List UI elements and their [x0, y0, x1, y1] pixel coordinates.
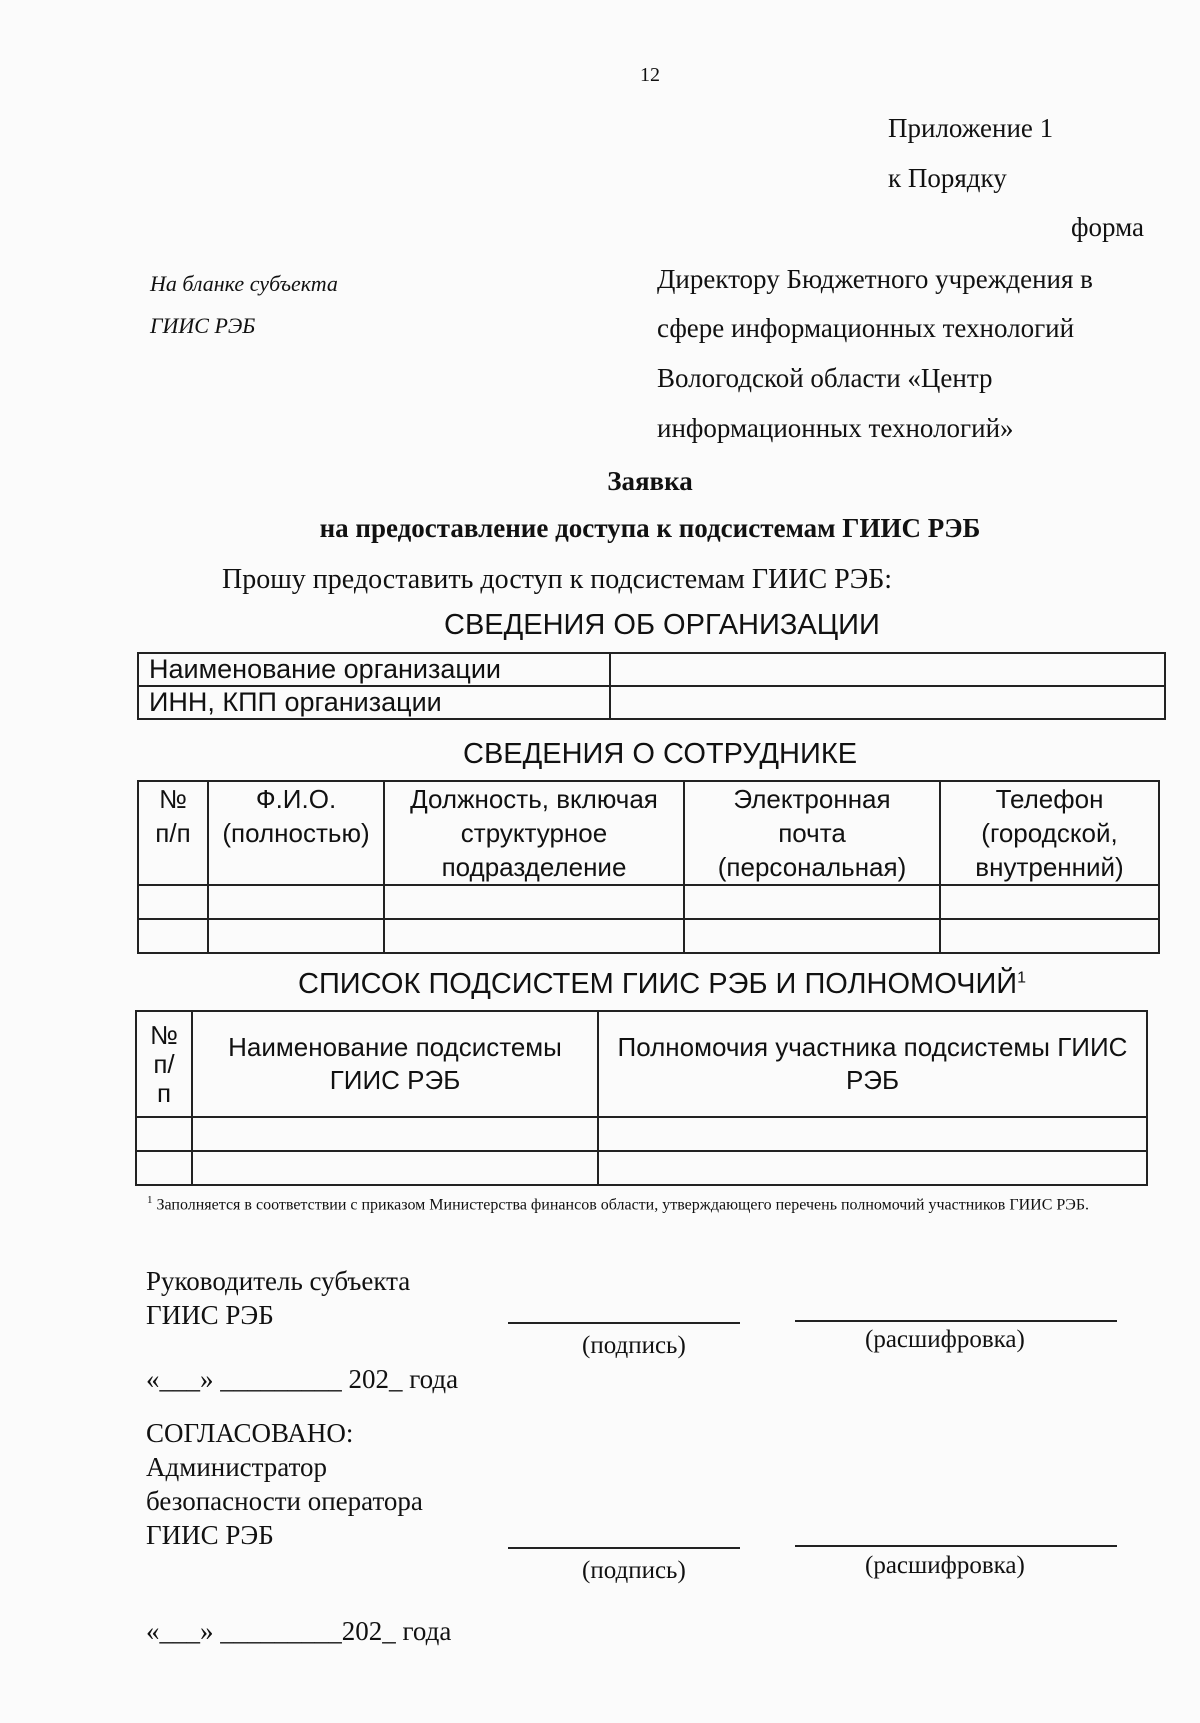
org-inn-label: ИНН, КПП организации — [138, 686, 610, 719]
column-email-header: Электронная почта (персональная) — [684, 781, 940, 885]
organization-heading: СВЕДЕНИЯ ОБ ОРГАНИЗАЦИИ — [444, 609, 880, 641]
table-row — [136, 1151, 1147, 1185]
org-name-label: Наименование организации — [138, 653, 610, 686]
column-fio-header: Ф.И.О. (полностью) — [208, 781, 384, 885]
employee-cell[interactable] — [684, 919, 940, 953]
footnote-mark: 1 — [147, 1194, 153, 1206]
document-subtitle: на предоставление доступа к подсистемам ГИИС РЭБ — [319, 513, 981, 543]
subsystem-cell[interactable] — [136, 1117, 192, 1151]
signature-line[interactable] — [508, 1547, 740, 1549]
signature-caption: (подпись) — [582, 1557, 686, 1584]
form-label: форма — [1071, 212, 1144, 242]
blank-note-line2: ГИИС РЭБ — [150, 313, 256, 338]
decode-caption: (расшифровка) — [865, 1326, 1025, 1353]
employee-heading: СВЕДЕНИЯ О СОТРУДНИКЕ — [463, 738, 858, 770]
footnote-text: Заполняется в соответствии с приказом Министерства финансов области, утверждающего перечень полномочий участников ГИИС РЭБ. — [152, 1196, 1090, 1214]
addressee-line1: Директору Бюджетного учреждения в — [657, 264, 1093, 294]
subsystem-cell[interactable] — [598, 1117, 1147, 1151]
subsystem-cell[interactable] — [136, 1151, 192, 1185]
org-name-value[interactable] — [610, 653, 1165, 686]
table-row — [138, 919, 1159, 953]
request-text: Прошу предоставить доступ к подсистемам ГИИС РЭБ: — [222, 564, 893, 595]
signatory-title — [146, 1264, 566, 1332]
column-permissions-header: Полномочия участника подсистемы ГИИС РЭБ — [598, 1011, 1147, 1117]
agreed-label: СОГЛАСОВАНО: — [146, 1418, 354, 1448]
employee-cell[interactable] — [940, 919, 1159, 953]
column-number-header: № п/ п — [136, 1011, 192, 1117]
employee-cell[interactable] — [384, 885, 684, 919]
table-row — [138, 885, 1159, 919]
date-field[interactable]: «___» _________202_ года — [146, 1616, 452, 1646]
administrator-line3: ГИИС РЭБ — [146, 1520, 274, 1550]
page-number: 12 — [640, 64, 660, 86]
employee-cell[interactable] — [940, 885, 1159, 919]
appendix-label: Приложение 1 — [888, 113, 1054, 143]
footnote — [147, 1187, 1147, 1218]
signatory-line2: ГИИС РЭБ — [146, 1300, 274, 1330]
signature-line[interactable] — [508, 1322, 740, 1324]
subsystems-heading-text: СПИСОК ПОДСИСТЕМ ГИИС РЭБ И ПОЛНОМОЧИЙ — [298, 968, 1018, 1000]
employee-cell[interactable] — [138, 885, 208, 919]
table-row — [136, 1117, 1147, 1151]
blank-note-line1: На бланке субъекта — [150, 271, 338, 296]
column-number-header: № п/п — [138, 781, 208, 885]
employee-cell[interactable] — [684, 885, 940, 919]
decode-line[interactable] — [795, 1545, 1117, 1547]
employee-table — [137, 780, 1160, 954]
table-row — [138, 653, 1165, 686]
subsystem-cell[interactable] — [192, 1151, 598, 1185]
subsystems-heading — [298, 968, 1026, 1001]
employee-cell[interactable] — [384, 919, 684, 953]
decode-caption: (расшифровка) — [865, 1552, 1025, 1579]
signature-caption: (подпись) — [582, 1332, 686, 1359]
order-reference: к Порядку — [888, 163, 1007, 193]
addressee-line2: сфере информационных технологий — [657, 313, 1075, 343]
table-header-row — [138, 781, 1159, 885]
table-row — [138, 686, 1165, 719]
agreed-block — [146, 1416, 566, 1552]
employee-cell[interactable] — [138, 919, 208, 953]
column-phone-header: Телефон (городской, внутренний) — [940, 781, 1159, 885]
subsystem-cell[interactable] — [192, 1117, 598, 1151]
org-inn-value[interactable] — [610, 686, 1165, 719]
column-position-header: Должность, включая структурное подразделение — [384, 781, 684, 885]
footnote-reference: 1 — [1017, 969, 1027, 987]
date-field[interactable]: «___» _________ 202_ года — [146, 1364, 459, 1394]
column-subsystem-header: Наименование подсистемы ГИИС РЭБ — [192, 1011, 598, 1117]
administrator-line2: безопасности оператора — [146, 1486, 423, 1516]
employee-cell[interactable] — [208, 885, 384, 919]
organization-table — [137, 652, 1166, 720]
signatory-line1: Руководитель субъекта — [146, 1266, 411, 1296]
table-header-row — [136, 1011, 1147, 1117]
document-title: Заявка — [607, 466, 693, 496]
administrator-line1: Администратор — [146, 1452, 328, 1482]
subsystems-table — [135, 1010, 1148, 1186]
employee-cell[interactable] — [208, 919, 384, 953]
addressee-line3: Вологодской области «Центр — [657, 363, 993, 393]
addressee-line4: информационных технологий» — [657, 413, 1014, 443]
decode-line[interactable] — [795, 1320, 1117, 1322]
subsystem-cell[interactable] — [598, 1151, 1147, 1185]
